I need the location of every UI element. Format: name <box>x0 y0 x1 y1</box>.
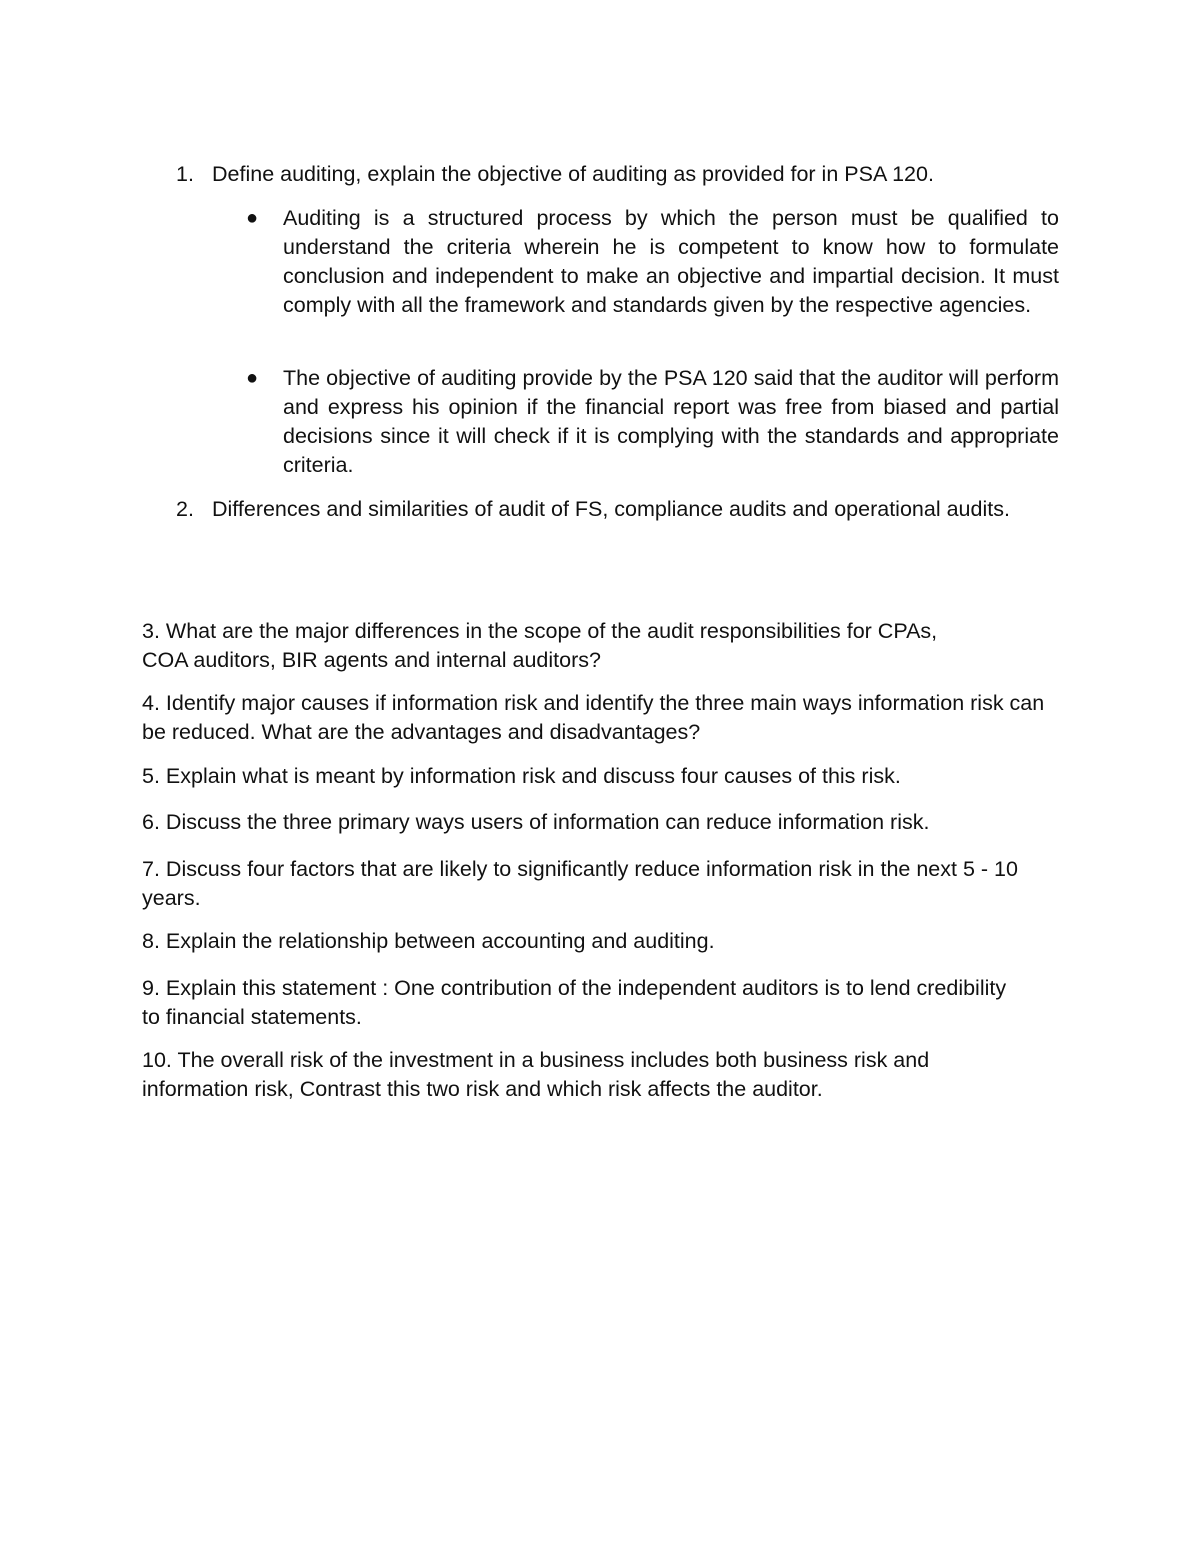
bullet-icon: ● <box>246 207 259 229</box>
question-9 <box>142 974 1012 1032</box>
question-2-text: Differences and similarities of audit of FS, compliance audits and operational audits. <box>212 497 1010 521</box>
question-text: The overall risk of the investment in a business includes both business risk and information risk, Contrast this two risk and which risk affects the auditor. <box>142 1048 930 1101</box>
question-number: 10. <box>142 1048 172 1072</box>
question-number: 5. <box>142 764 160 788</box>
question-text: Explain the relationship between accounting and auditing. <box>165 929 715 953</box>
question-number: 6. <box>142 810 160 834</box>
question-10 <box>142 1046 1022 1104</box>
question-1-number: 1. <box>176 162 194 186</box>
question-number: 7. <box>142 857 160 881</box>
question-text: What are the major differences in the scope of the audit responsibilities for CPAs, COA auditors, BIR agents and internal auditors? <box>142 619 938 672</box>
question-5 <box>142 762 1062 791</box>
question-1-bullet-1: Auditing is a structured process by which the person must be qualified to understand the criteria wherein he is competent to know how to formulate conclusion and independent to make an objective and impartial decision. It must comply with all the framework and standards given by the respective agencies. <box>283 206 1059 317</box>
question-7 <box>142 855 1062 913</box>
question-number: 8. <box>142 929 160 953</box>
question-3 <box>142 617 962 675</box>
question-8 <box>142 927 1062 956</box>
question-text: Explain this statement : One contribution of the independent auditors is to lend credibility to financial statements. <box>142 976 1007 1029</box>
question-2-number: 2. <box>176 497 194 521</box>
question-number: 4. <box>142 691 160 715</box>
question-number: 9. <box>142 976 160 1000</box>
question-number: 3. <box>142 619 160 643</box>
question-text: Identify major causes if information risk and identify the three main ways information risk can be reduced. What are the advantages and disadvantages? <box>142 691 1045 744</box>
question-1-bullet-2: The objective of auditing provide by the PSA 120 said that the auditor will perform and express his opinion if the financial report was free from biased and partial decisions since it will check if it is complying with the standards and appropriate criteria. <box>283 366 1059 477</box>
question-text: Explain what is meant by information risk and discuss four causes of this risk. <box>165 764 901 788</box>
bullet-icon: ● <box>246 367 259 389</box>
question-text: Discuss four factors that are likely to significantly reduce information risk in the next 5 - 10 years. <box>142 857 1018 910</box>
question-6 <box>142 808 1062 837</box>
question-4 <box>142 689 1062 747</box>
question-text: Discuss the three primary ways users of information can reduce information risk. <box>165 810 930 834</box>
question-1-text: Define auditing, explain the objective of auditing as provided for in PSA 120. <box>212 162 934 186</box>
